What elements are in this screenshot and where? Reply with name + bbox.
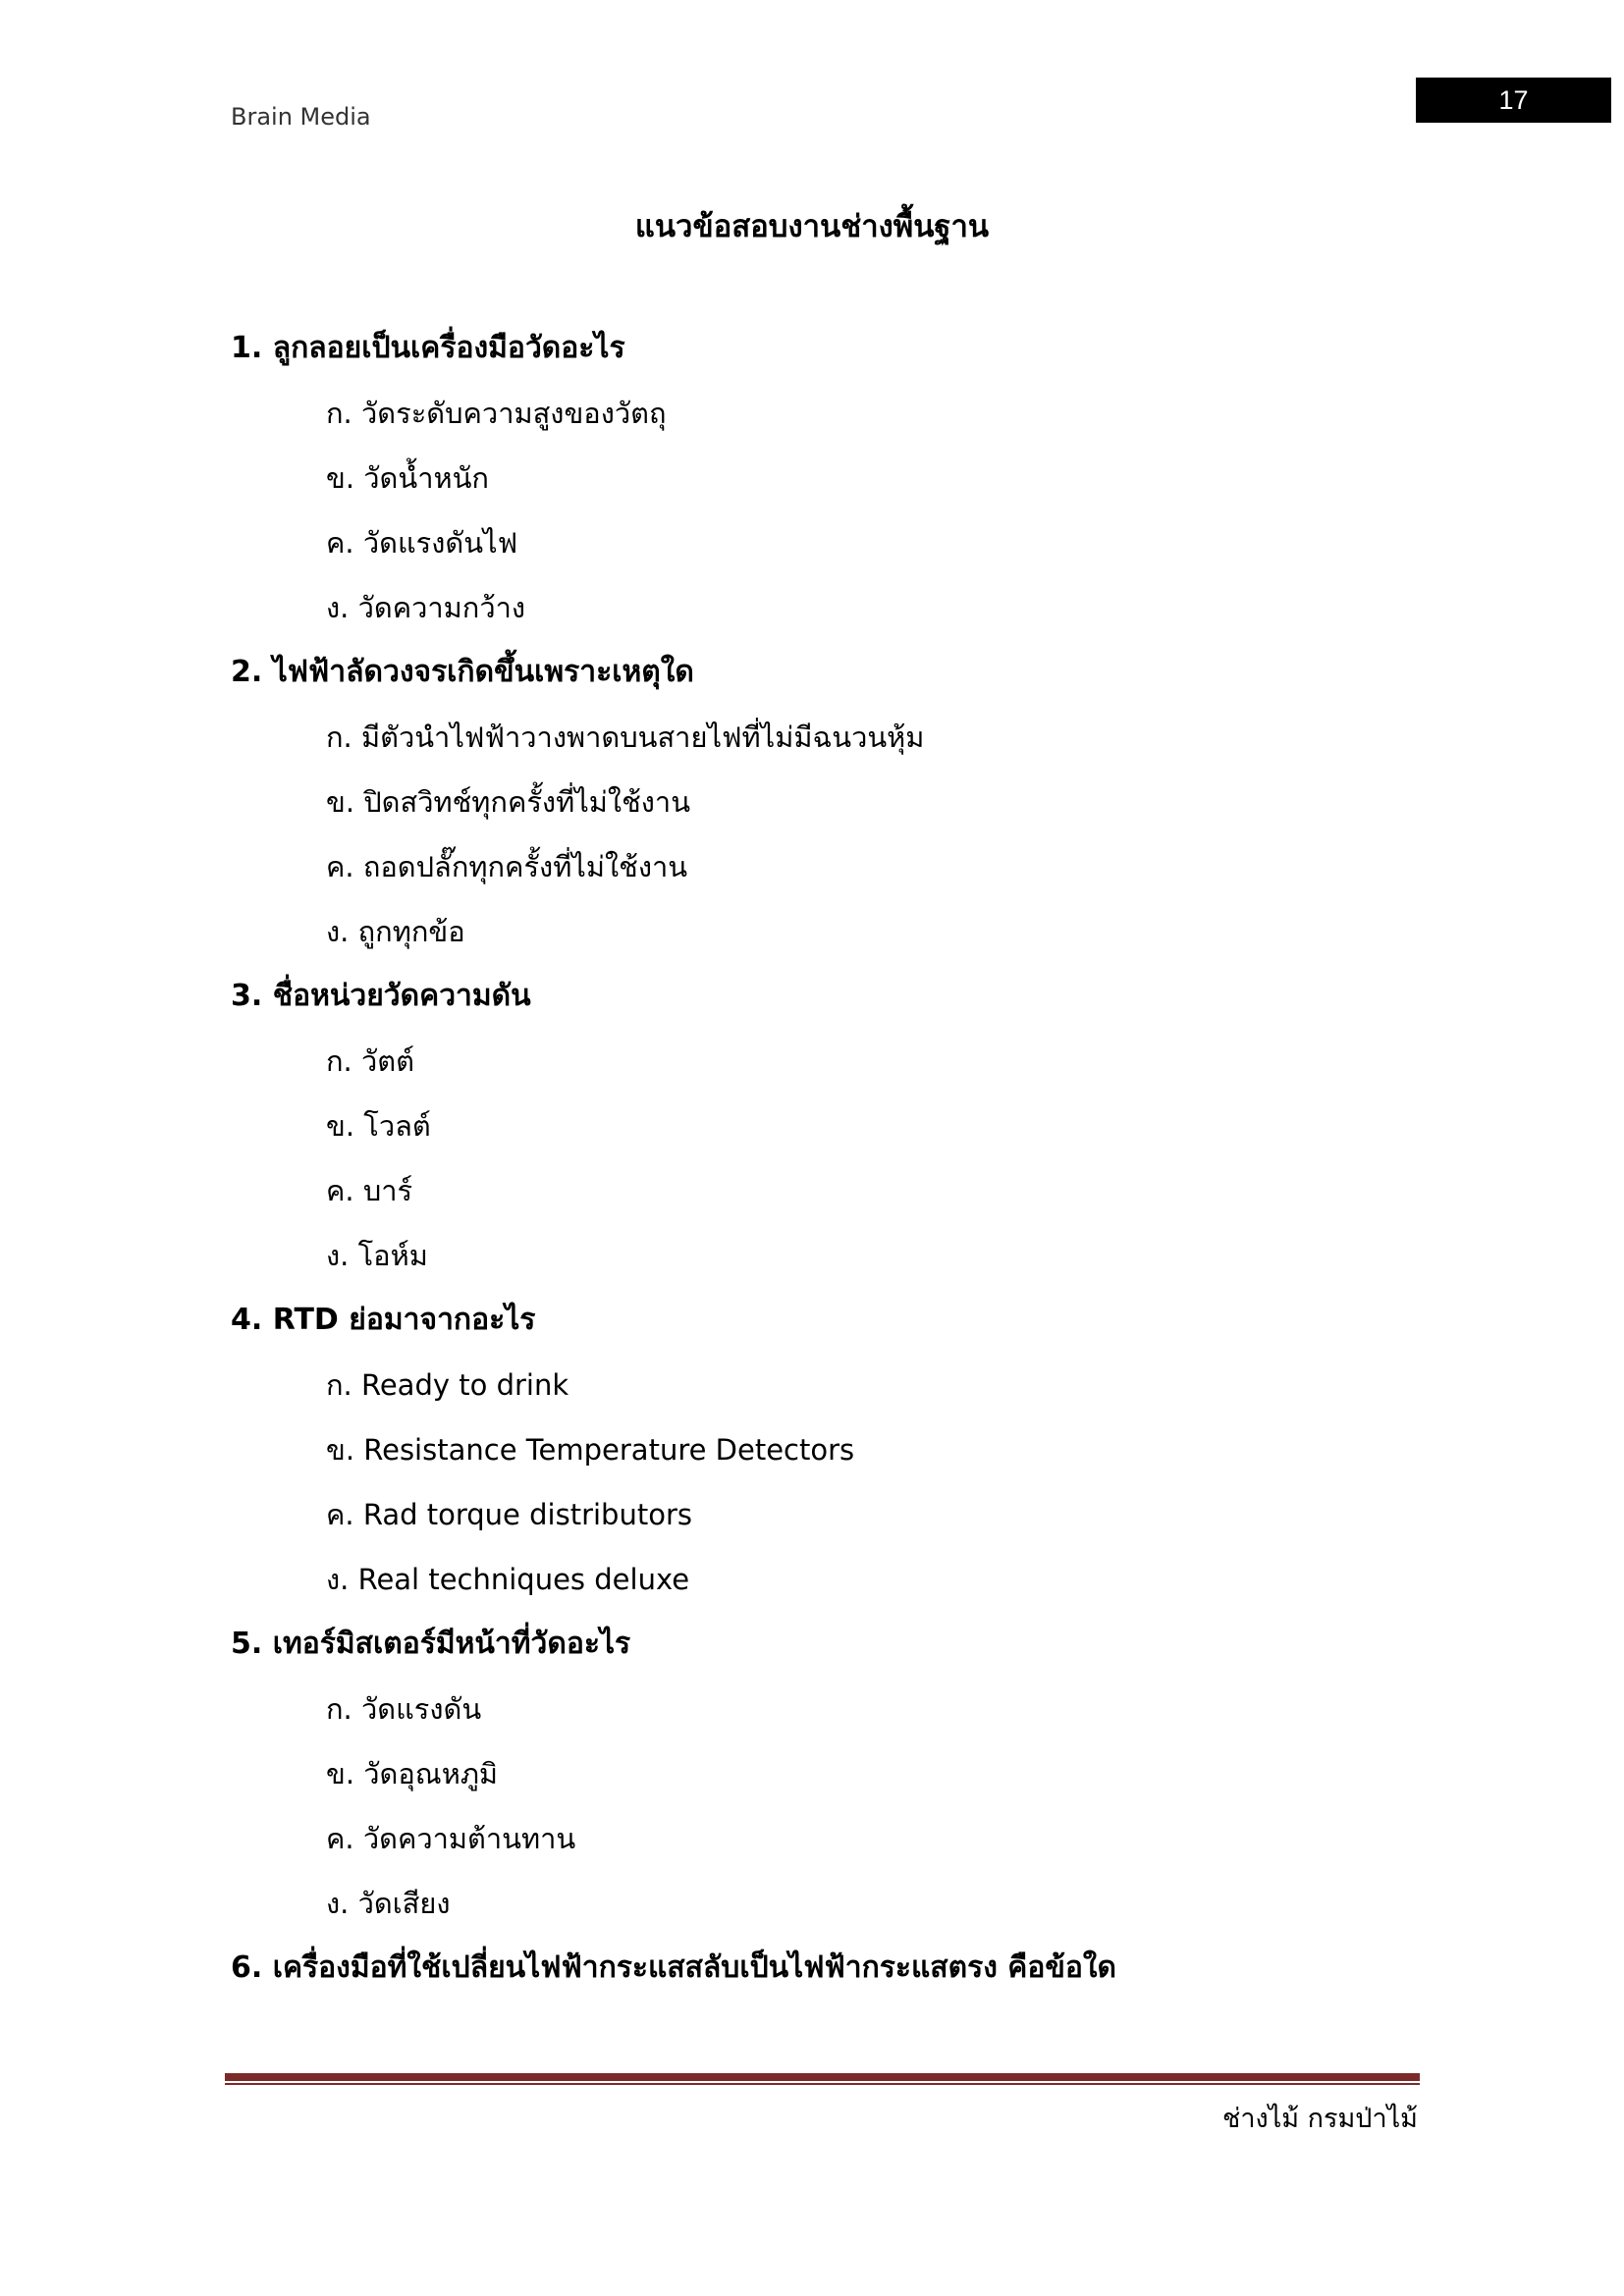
question-text: 5. เทอร์มิสเตอร์มีหน้าที่วัดอะไร [231,1627,631,1661]
question-2 [231,653,1458,977]
choice-a: ก. มีตัวนำไฟฟ้าวางพาดบนสายไฟที่ไม่มีฉนวนหุ้ม [326,721,925,754]
document-title: แนวข้อสอบงานช่างพื้นฐาน [634,209,990,244]
question-text: 4. RTD ย่อมาจากอะไร [231,1303,536,1337]
choice-c: ค. ถอดปลั๊กทุกครั้งที่ไม่ใช้งาน [326,850,688,883]
footer-text: ช่างไม้ กรมป่าไม้ [1222,2104,1418,2134]
question-list [231,329,1458,2013]
choice-a: ก. วัตต์ [326,1044,414,1078]
question-text: 3. ชื่อหน่วยวัดความดัน [231,979,531,1013]
question-text: 2. ไฟฟ้าลัดวงจรเกิดขึ้นเพราะเหตุใด [231,655,694,689]
page-number: 17 [1416,78,1611,123]
choice-c: ค. วัดความต้านทาน [326,1822,576,1855]
choice-d: ง. ถูกทุกข้อ [326,915,465,948]
footer-rule [225,2073,1420,2081]
choice-c: ค. บาร์ [326,1174,413,1207]
brand-name: Brain Media [231,103,371,131]
choice-d: ง. วัดความกว้าง [326,591,526,624]
choice-a: ก. วัดแรงดัน [326,1692,482,1726]
choice-c: ค. Rad torque distributors [326,1498,692,1531]
question-5 [231,1625,1458,1949]
question-4 [231,1301,1458,1625]
question-3 [231,977,1458,1301]
question-text: 6. เครื่องมือที่ใช้เปลี่ยนไฟฟ้ากระแสสลับเป็นไฟฟ้ากระแสตรง คือข้อใด [231,1950,1117,1985]
choice-c: ค. วัดแรงดันไฟ [326,526,518,560]
question-text: 1. ลูกลอยเป็นเครื่องมือวัดอะไร [231,331,625,365]
choice-d: ง. วัดเสียง [326,1887,451,1920]
choice-b: ข. วัดอุณหภูมิ [326,1757,499,1790]
choice-a: ก. วัดระดับความสูงของวัตถุ [326,397,667,430]
choice-b: ข. วัดน้ำหนัก [326,461,489,495]
choice-b: ข. โวลต์ [326,1109,431,1143]
question-1 [231,329,1458,653]
choice-d: ง. โอห์ม [326,1239,428,1272]
choice-b: ข. Resistance Temperature Detectors [326,1433,855,1467]
question-6 [231,1949,1458,2013]
choice-b: ข. ปิดสวิทช์ทุกครั้งที่ไม่ใช้งาน [326,785,691,819]
footer-rule-thin [225,2083,1420,2085]
choice-d: ง. Real techniques deluxe [326,1563,690,1596]
choice-a: ก. Ready to drink [326,1368,569,1402]
